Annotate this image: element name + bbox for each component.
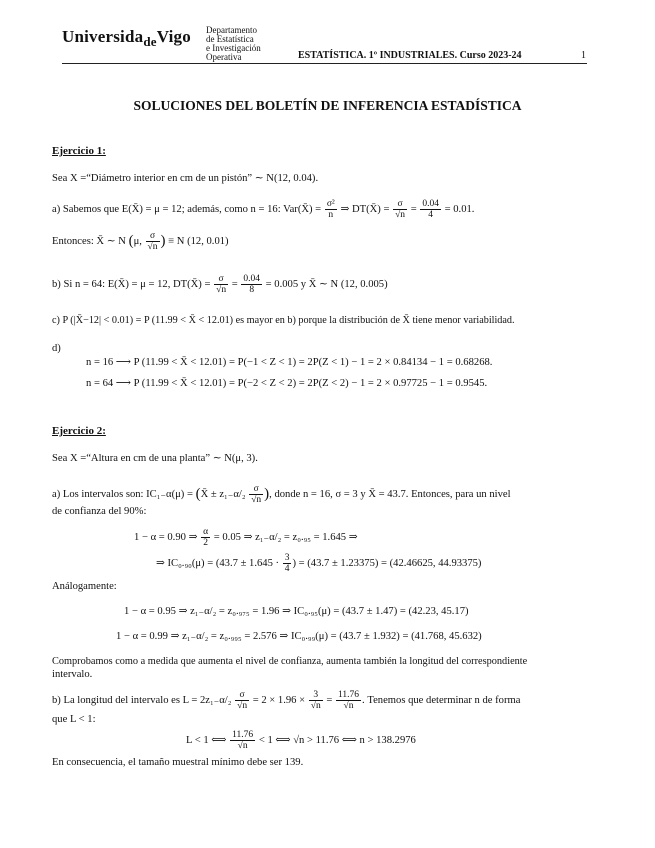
ex2-eq-ic099: 1 − α = 0.99 ⇒ z₁₋α/₂ = z₀.₉₉₅ = 2.576 ⇒ IC₀.₉₉(μ) = (43.7 ± 1.932) = (41.768, 45.632) (116, 631, 482, 642)
ex2-heading: Ejercicio 2: (52, 425, 106, 437)
ex1-part-b: b) Si n = 64: E(X̄) = μ = 12, DT(X̄) = $\frac{\sigma}{√n}$ = $\frac{0.04}{8}$ = 0.005 y X̄ ∼ N (12, 0.005) (52, 274, 388, 295)
ex2-comprobamos-line2: intervalo. (52, 669, 93, 680)
ex1-intro: Sea X =“Diámetro interior en cm de un pistón” ∼ N(12, 0.04). (52, 173, 319, 184)
university-logo: Universida$_{de}$Vigo (62, 27, 191, 49)
ex2-part-b: b) La longitud del intervalo es L = 2z₁₋α/₂ $\frac{\sigma}{√n}$ = 2 × 1.96 × $\frac{3}{√n}$ = $\frac{11.76}{√n}$ . Tenemos que determinar n de forma (52, 690, 521, 711)
ex2-eq-n: L < 1 ⟺ $\frac{11.76}{√n}$ < 1 ⟺ √n > 11.76 ⟺ n > 138.2976 (186, 730, 416, 751)
ex2-eq-alpha-090: 1 − α = 0.90 ⇒ $\frac{\alpha}{2}$ = 0.05 ⇒ z₁₋α/₂ = z₀.₉₅ = 1.645 ⇒ (134, 527, 358, 548)
ex2-part-b-line2: que L < 1: (52, 714, 96, 725)
course-header: ESTATÍSTICA. 1º INDUSTRIALES. Curso 2023-24 (298, 50, 522, 61)
department-name: Departamento de Estatística e Investigación Operativa (206, 25, 261, 62)
ex1-part-a: a) Sabemos que E(X̄) = μ = 12; además, como n = 16: Var(X̄) = $\frac{\text{σ²}}{n}$ ⇒ DT(X̄) = $\frac{\sigma}{√n}$ = $\frac{0.04}{4}$ = 0.01. (52, 199, 475, 220)
ex2-eq-ic095: 1 − α = 0.95 ⇒ z₁₋α/₂ = z₀.₉₇₅ = 1.96 ⇒ IC₀.₉₅(μ) = (43.7 ± 1.47) = (42.23, 45.17) (124, 606, 469, 617)
ex2-conclusion: En consecuencia, el tamaño muestral mínimo debe ser 139. (52, 757, 304, 768)
ex2-eq-ic090: ⇒ IC₀.₉₀(μ) = (43.7 ± 1.645 · $\frac{3}{4}$ ) = (43.7 ± 1.23375) = (42.46625, 44.93375) (156, 553, 482, 574)
ex2-comprobamos: Comprobamos como a medida que aumenta el nivel de confianza, aumenta también la longitud del correspondiente (52, 656, 528, 667)
page-title: SOLUCIONES DEL BOLETÍN DE INFERENCIA ESTADÍSTICA (133, 98, 522, 113)
ex1-part-d-label: d) (52, 343, 61, 354)
ex1-heading: Ejercicio 1: (52, 145, 106, 157)
ex2-intro: Sea X =“Altura en cm de una planta” ∼ N(μ, 3). (52, 453, 258, 464)
ex2-part-a: a) Los intervalos son: IC₁₋α(μ) = (X̄ ± z₁₋α/₂ $\frac{\sigma}{√n}$ ), donde n = 16, σ = 3 y X̄ = 43.7. Entonces, para un nivel (52, 484, 511, 505)
header-rule (62, 63, 587, 64)
page-number: 1 (581, 50, 586, 61)
ex2-part-a-line2: de confianza del 90%: (52, 506, 147, 517)
ex1-d-n16: n = 16 ⟶ P (11.99 < X̄ < 12.01) = P(−1 < Z < 1) = 2P(Z < 1) − 1 = 2 × 0.84134 − 1 = 0.68268. (86, 357, 493, 368)
ex1-entonces: Entonces: X̄ ∼ N (μ, $\frac{\sigma}{√n}$ ) ≡ N (12, 0.01) (52, 231, 229, 252)
ex1-d-n64: n = 64 ⟶ P (11.99 < X̄ < 12.01) = P(−2 < Z < 2) = 2P(Z < 2) − 1 = 2 × 0.97725 − 1 = 0.9545. (86, 378, 488, 389)
ex1-part-c: c) P (|X̄−12| < 0.01) = P (11.99 < X̄ < 12.01) es mayor en b) porque la distribución de X̄ tiene menor variabilidad. (52, 315, 515, 326)
ex2-analog: Análogamente: (52, 581, 117, 592)
